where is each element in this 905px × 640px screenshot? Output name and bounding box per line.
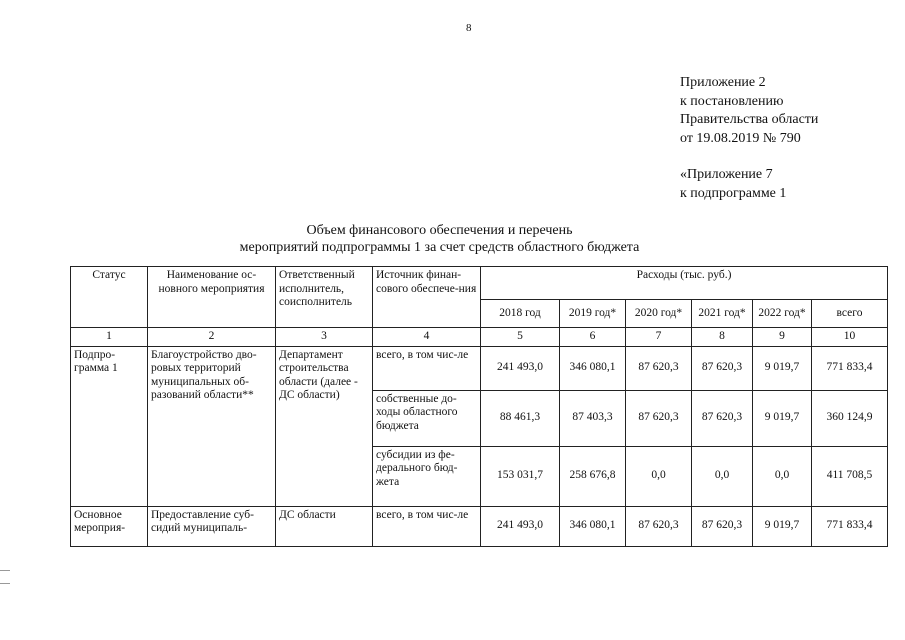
- budget-table: [70, 266, 888, 547]
- value-cell: 87 620,3: [692, 346, 753, 390]
- value-cell: 241 493,0: [481, 506, 560, 546]
- value-cell: 9 019,7: [753, 506, 812, 546]
- header-source: Источник финан-сового обеспече-ния: [373, 267, 481, 328]
- appendix-line: к постановлению: [680, 93, 784, 109]
- value-cell: 87 620,3: [692, 506, 753, 546]
- appendix-line: Правительства области: [680, 112, 819, 127]
- scan-margin-mark: [0, 583, 10, 584]
- column-number: 4: [373, 328, 481, 347]
- column-number: 1: [71, 328, 148, 347]
- value-cell: 87 620,3: [626, 390, 692, 446]
- title-line: мероприятий подпрограммы 1 за счет средств областного бюджета: [239, 240, 640, 255]
- header-year-2021: 2021 год*: [692, 300, 753, 328]
- value-cell: 771 833,4: [812, 506, 888, 546]
- value-cell: 346 080,1: [560, 346, 626, 390]
- page-number: 8: [466, 22, 472, 34]
- scan-margin-mark: [0, 570, 10, 571]
- header-year-2022: 2022 год*: [753, 300, 812, 328]
- column-number: 5: [481, 328, 560, 347]
- header-name: Наименование ос-новного мероприятия: [148, 267, 276, 328]
- appendix-block: [680, 74, 818, 203]
- column-number: 8: [692, 328, 753, 347]
- appendix-line: Приложение 2: [680, 75, 766, 90]
- source-cell: всего, в том чис-ле: [373, 506, 481, 546]
- value-cell: 258 676,8: [560, 446, 626, 506]
- value-cell: 153 031,7: [481, 446, 560, 506]
- column-number: 6: [560, 328, 626, 347]
- header-total: всего: [812, 300, 888, 328]
- column-number: 9: [753, 328, 812, 347]
- column-number: 7: [626, 328, 692, 347]
- value-cell: 0,0: [753, 446, 812, 506]
- appendix-line: от 19.08.2019 № 790: [680, 130, 801, 146]
- executor-cell: Департамент строительства области (далее - ДС области): [276, 346, 373, 506]
- value-cell: 411 708,5: [812, 446, 888, 506]
- header-status: Статус: [71, 267, 148, 328]
- source-cell: всего, в том чис-ле: [373, 346, 481, 390]
- header-year-2019: 2019 год*: [560, 300, 626, 328]
- source-cell: собственные до-ходы областного бюджета: [373, 390, 481, 446]
- appendix-line: к подпрограмме 1: [680, 185, 787, 201]
- source-cell: субсидии из фе-дерального бюд-жета: [373, 446, 481, 506]
- header-year-2020: 2020 год*: [626, 300, 692, 328]
- event-name-cell: Благоустройство дво-ровых территорий муниципальных об-разований области**: [148, 346, 276, 506]
- value-cell: 87 620,3: [626, 506, 692, 546]
- column-number: 2: [148, 328, 276, 347]
- status-cell: Основное мероприя-: [71, 506, 148, 546]
- value-cell: 9 019,7: [753, 346, 812, 390]
- event-name-cell: Предоставление суб-сидий муниципаль-: [148, 506, 276, 546]
- status-cell: Подпро-грамма 1: [71, 346, 148, 506]
- executor-cell: ДС области: [276, 506, 373, 546]
- value-cell: 0,0: [626, 446, 692, 506]
- value-cell: 87 403,3: [560, 390, 626, 446]
- appendix-line: «Приложение 7: [680, 167, 773, 182]
- title-line: Объем финансового обеспечения и перечень: [306, 223, 573, 238]
- value-cell: 346 080,1: [560, 506, 626, 546]
- column-number: 10: [812, 328, 888, 347]
- value-cell: 9 019,7: [753, 390, 812, 446]
- value-cell: 88 461,3: [481, 390, 560, 446]
- value-cell: 0,0: [692, 446, 753, 506]
- header-expenses: Расходы (тыс. руб.): [481, 267, 888, 300]
- header-year-2018: 2018 год: [481, 300, 560, 328]
- value-cell: 771 833,4: [812, 346, 888, 390]
- value-cell: 87 620,3: [626, 346, 692, 390]
- column-number: 3: [276, 328, 373, 347]
- document-title: [0, 222, 905, 256]
- value-cell: 87 620,3: [692, 390, 753, 446]
- header-executor: Ответственный исполнитель, соисполнитель: [276, 267, 373, 328]
- value-cell: 360 124,9: [812, 390, 888, 446]
- value-cell: 241 493,0: [481, 346, 560, 390]
